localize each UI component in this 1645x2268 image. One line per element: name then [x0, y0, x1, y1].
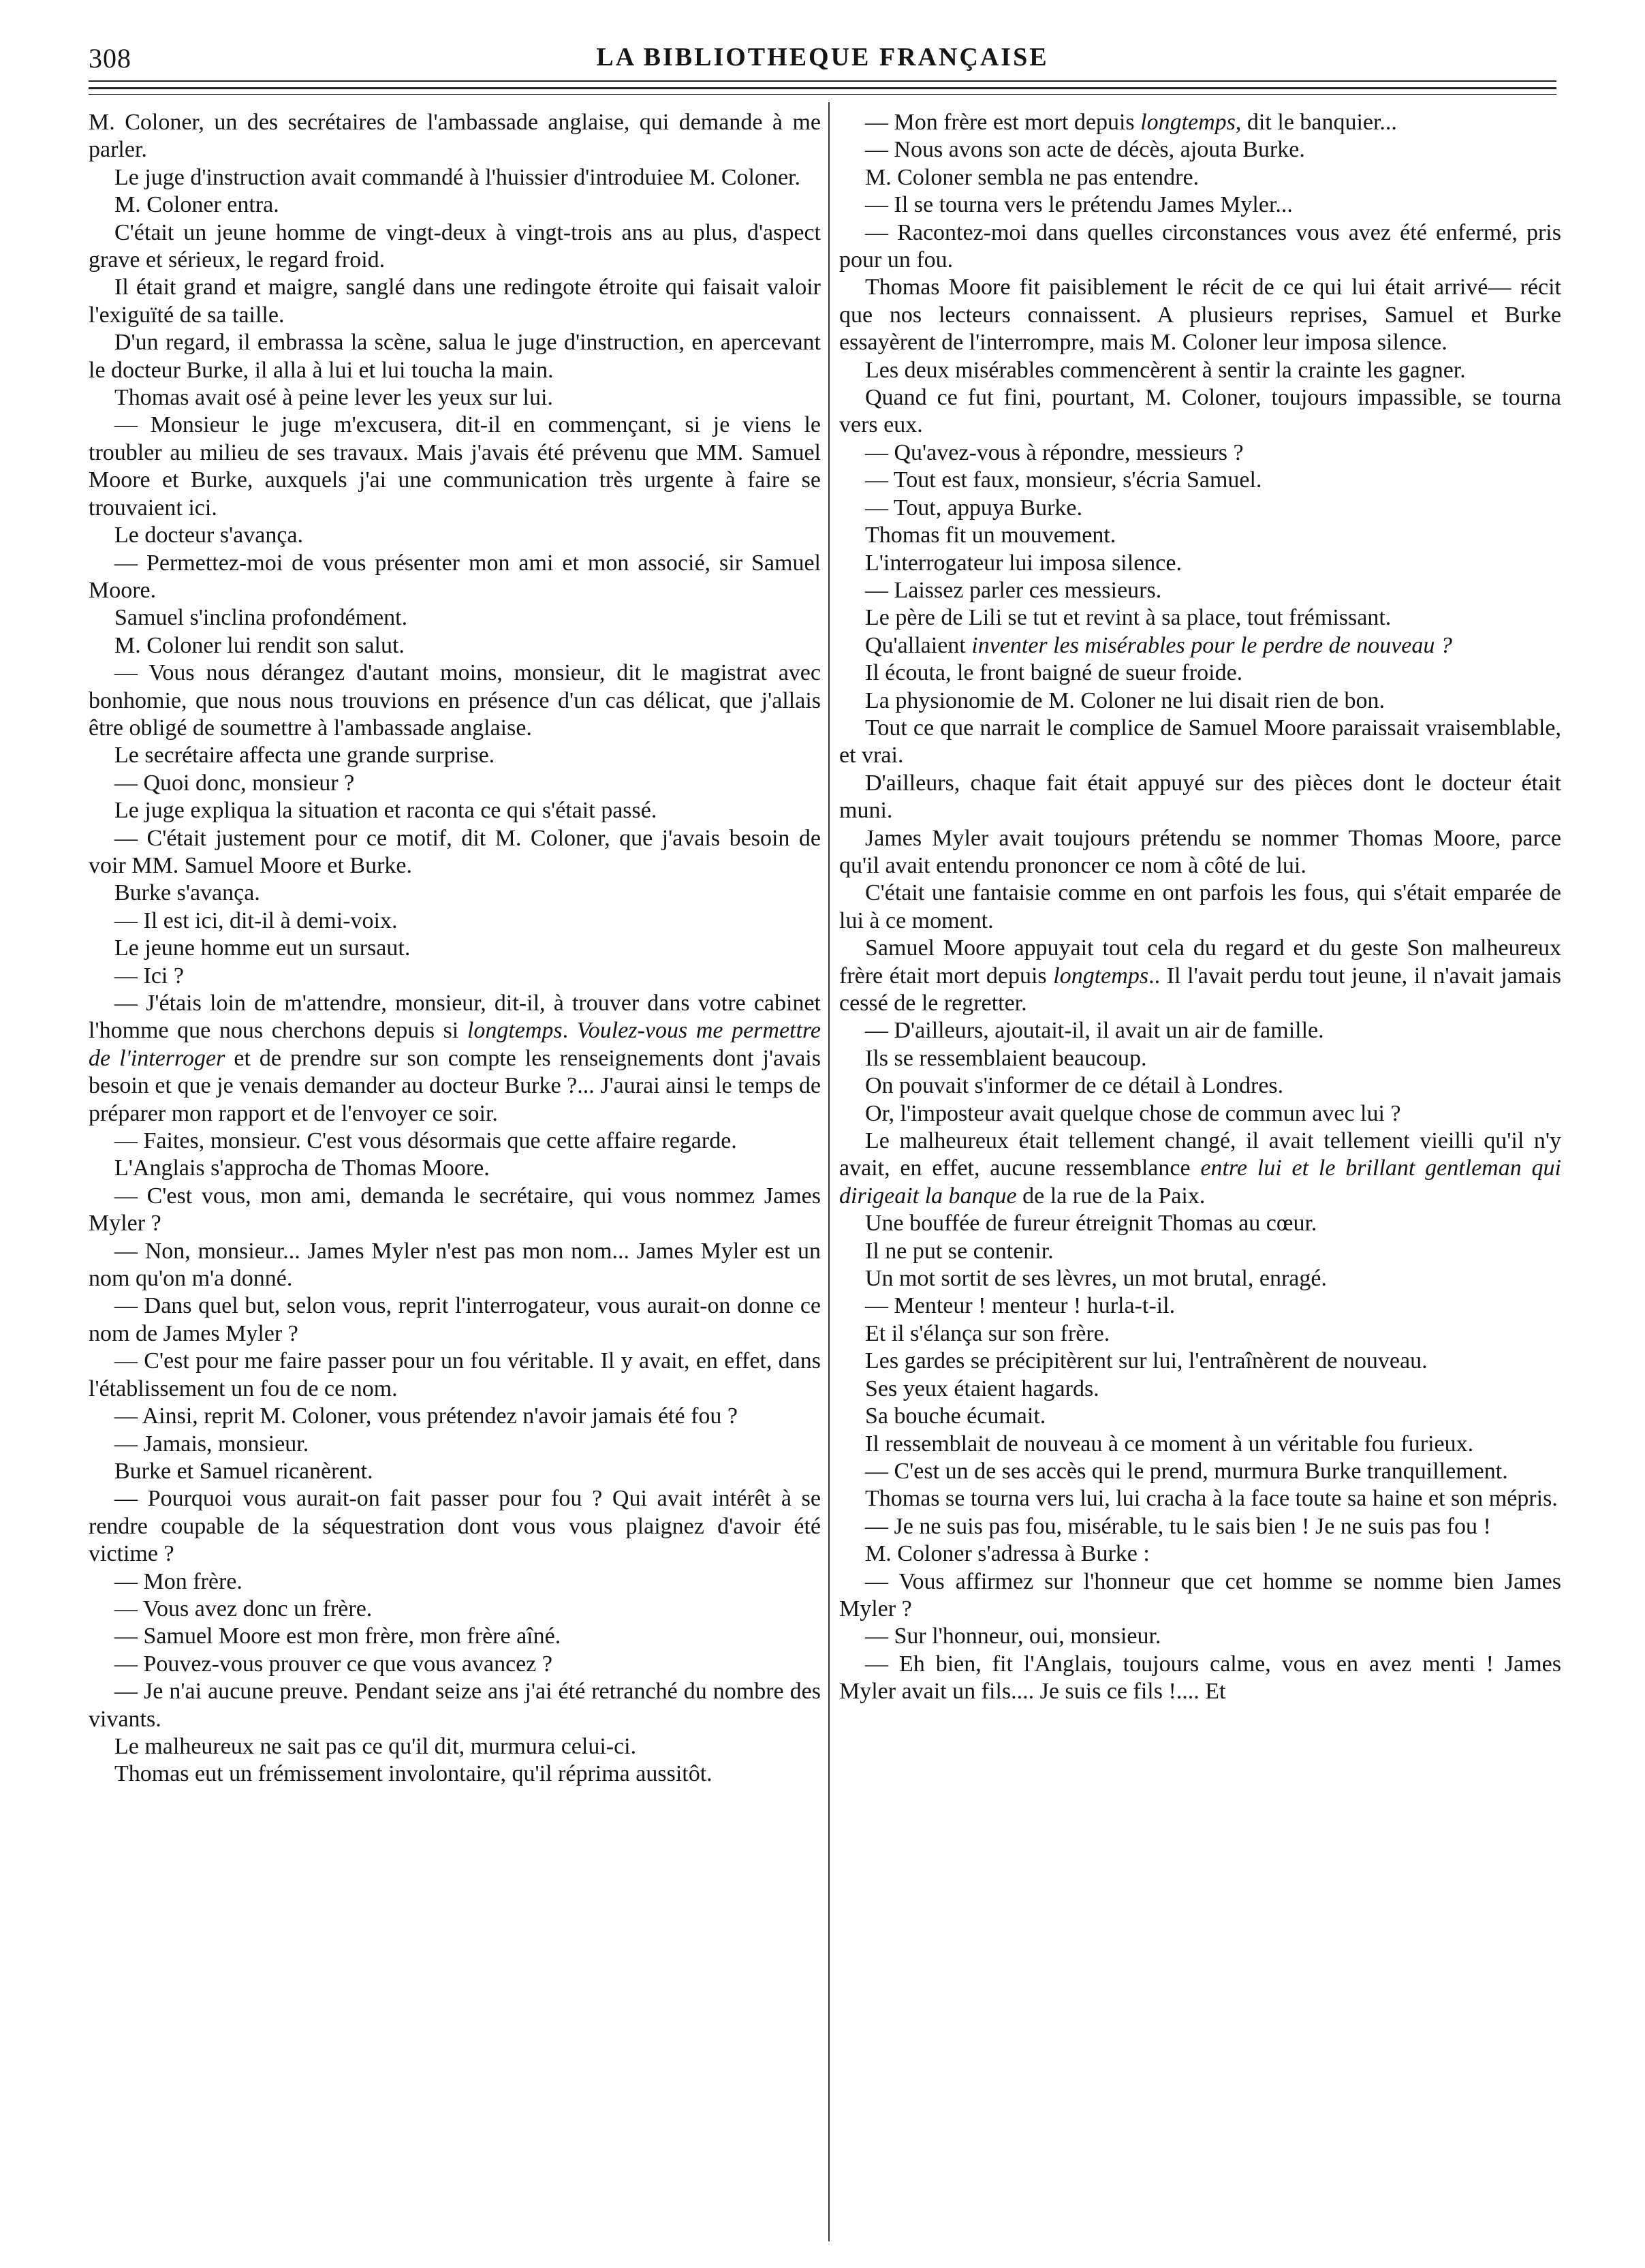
paragraph: — Vous affirmez sur l'honneur que cet homme se nomme bien James Myler ? — [839, 1568, 1561, 1621]
paragraph: Le secrétaire affecta une grande surprise. — [114, 743, 495, 768]
paragraph: L'Anglais s'approcha de Thomas Moore. — [114, 1155, 490, 1181]
paragraph: — Eh bien, fit l'Anglais, toujours calme, vous en avez menti ! James Myler avait un fils.... Je suis ce fils !.... Et — [839, 1651, 1561, 1705]
paragraph: James Myler avait toujours prétendu se nommer Thomas Moore, parce qu'il avait entendu prononcer ce nom à côté de lui. — [839, 825, 1561, 878]
paragraph: Le malheureux ne sait pas ce qu'il dit, murmura celui-ci. — [114, 1733, 637, 1759]
paragraph: Le jeune homme eut un sursaut. — [114, 935, 411, 961]
paragraph: — Vous nous dérangez d'autant moins, monsieur, dit le magistrat avec bonhomie, que nous nous trouvions en présence d'un cas délicat, que j'allais être obligé de soumettre à l'ambassade anglaise. — [89, 660, 821, 741]
paragraph: M. Coloner lui rendit son salut. — [114, 632, 405, 658]
paragraph: Quand ce fut fini, pourtant, M. Coloner, toujours impassible, se tourna vers eux. — [839, 385, 1561, 438]
paragraph: — Ici ? — [114, 963, 184, 989]
paragraph: C'était un jeune homme de vingt-deux à vingt-trois ans au plus, d'aspect grave et sérieux, le regard froid. — [89, 219, 821, 273]
paragraph: — C'est vous, mon ami, demanda le secrétaire, qui vous nommez James Myler ? — [89, 1183, 821, 1237]
paragraph: M. Coloner s'adressa à Burke : — [865, 1541, 1150, 1567]
paragraph: Il était grand et maigre, sanglé dans une redingote étroite qui faisait valoir l'exiguïté de sa taille. — [89, 275, 821, 328]
paragraph: — Quoi donc, monsieur ? — [114, 770, 355, 796]
paragraph: — Pouvez-vous prouver ce que vous avancez ? — [114, 1651, 552, 1677]
paragraph: Ses yeux étaient hagards. — [865, 1376, 1099, 1401]
left-column — [89, 109, 821, 2235]
paragraph: D'un regard, il embrassa la scène, salua le juge d'instruction, en apercevant le docteur Burke, il alla à lui et lui toucha la main. — [89, 330, 821, 383]
paragraph: — Non, monsieur... James Myler n'est pas mon nom... James Myler est un nom qu'on m'a donné. — [89, 1238, 821, 1292]
paragraph: Les gardes se précipitèrent sur lui, l'entraînèrent de nouveau. — [865, 1348, 1428, 1374]
paragraph: Il ne put se contenir. — [865, 1238, 1054, 1264]
page-number: 308 — [89, 43, 131, 74]
paragraph: — Pourquoi vous aurait-on fait passer pour fou ? Qui avait intérêt à se rendre coupable de la séquestration dont vous vous plaignez d'avoir été victime ? — [89, 1486, 821, 1567]
paragraph: — C'était justement pour ce motif, dit M. Coloner, que j'avais besoin de voir MM. Samuel Moore et Burke. — [89, 825, 821, 878]
paragraph: — Ainsi, reprit M. Coloner, vous prétendez n'avoir jamais été fou ? — [114, 1403, 738, 1429]
paragraph: Il ressemblait de nouveau à ce moment à un véritable fou furieux. — [865, 1431, 1474, 1457]
paragraph: Le juge expliqua la situation et raconta ce qui s'était passé. — [114, 798, 657, 824]
paragraph: Thomas fit un mouvement. — [865, 523, 1116, 548]
paragraph: Samuel s'inclina profondément. — [114, 605, 408, 631]
paragraph: Les deux misérables commencèrent à sentir la crainte les gagner. — [865, 357, 1466, 383]
paragraph: — Permettez-moi de vous présenter mon ami et mon associé, sir Samuel Moore. — [89, 550, 821, 603]
paragraph: Tout ce que narrait le complice de Samuel Moore paraissait vraisemblable, et vrai. — [839, 715, 1561, 768]
right-column — [839, 109, 1561, 2235]
paragraph: — Monsieur le juge m'excusera, dit-il en commençant, si je viens le troubler au milieu de ses travaux. Mais j'avais été prévenu que MM. Samuel Moore et Burke, auxquels j'ai une communication très urgente à faire se trouvaient ici. — [89, 412, 821, 521]
paragraph: — Tout est faux, monsieur, s'écria Samuel. — [865, 467, 1262, 493]
paragraph: Le malheureux était tellement changé, il avait tellement vieilli qu'il n'y avait, en effet, aucune ressemblance entre lui et le brillant gentleman qui dirigeait la banque de la rue de la Paix. — [839, 1128, 1561, 1209]
paragraph: Thomas avait osé à peine lever les yeux sur lui. — [114, 385, 553, 411]
paragraph: C'était une fantaisie comme en ont parfois les fous, qui s'était emparée de lui à ce moment. — [839, 880, 1561, 933]
running-title: LA BIBLIOTHEQUE FRANÇAISE — [596, 43, 1049, 72]
paragraph: Burke s'avança. — [114, 880, 260, 906]
paragraph: — Qu'avez-vous à répondre, messieurs ? — [865, 439, 1244, 465]
paragraph: — Nous avons son acte de décès, ajouta Burke. — [865, 137, 1305, 163]
header-rule — [89, 80, 1556, 82]
paragraph: — Mon frère est mort depuis longtemps, dit le banquier... — [865, 110, 1397, 135]
paragraph: Qu'allaient inventer les misérables pour le perdre de nouveau ? — [865, 632, 1452, 658]
paragraph: Le père de Lili se tut et revint à sa place, tout frémissant. — [865, 605, 1392, 631]
paragraph: — D'ailleurs, ajoutait-il, il avait un air de famille. — [865, 1018, 1324, 1044]
paragraph: Un mot sortit de ses lèvres, un mot brutal, enragé. — [865, 1266, 1327, 1292]
header-rule — [89, 94, 1556, 95]
paragraph: — Racontez-moi dans quelles circonstances vous avez été enfermé, pris pour un fou. — [839, 219, 1561, 273]
paragraph: Une bouffée de fureur étreignit Thomas au cœur. — [865, 1211, 1317, 1237]
paragraph: Et il s'élança sur son frère. — [865, 1320, 1110, 1346]
paragraph: Le juge d'instruction avait commandé à l'huissier d'introduiee M. Coloner. — [114, 164, 800, 190]
paragraph: Le docteur s'avança. — [114, 523, 304, 548]
paragraph: Ils se ressemblaient beaucoup. — [865, 1045, 1147, 1071]
paragraph: Samuel Moore appuyait tout cela du regard et du geste Son malheureux frère était mort depuis longtemps.. Il l'avait perdu tout jeune, il n'avait jamais cessé de le regretter. — [839, 935, 1561, 1016]
paragraph: Thomas se tourna vers lui, lui cracha à la face toute sa haine et son mépris. — [865, 1486, 1558, 1512]
paragraph: — J'étais loin de m'attendre, monsieur, dit-il, à trouver dans votre cabinet l'homme que nous cherchons depuis si longtemps. Voulez-vous me permettre de l'interroger et de prendre sur son compte les renseignements dont j'avais besoin et que je venais demander au docteur Burke ?... J'aurai ainsi le temps de préparer mon rapport et de l'envoyer ce soir. — [89, 991, 821, 1126]
paragraph: M. Coloner sembla ne pas entendre. — [865, 164, 1200, 190]
paragraph: — Il se tourna vers le prétendu James Myler... — [865, 192, 1293, 218]
paragraph: D'ailleurs, chaque fait était appuyé sur des pièces dont le docteur était muni. — [839, 770, 1561, 824]
paragraph: Thomas Moore fit paisiblement le récit de ce qui lui était arrivé— récit que nos lecteurs connaissent. A plusieurs reprises, Samuel et Burke essayèrent de l'interrompre, mais M. Coloner leur imposa silence. — [839, 275, 1561, 356]
header-rule — [89, 87, 1556, 89]
paragraph: — Samuel Moore est mon frère, mon frère aîné. — [114, 1624, 561, 1649]
paragraph: — Je n'ai aucune preuve. Pendant seize ans j'ai été retranché du nombre des vivants. — [89, 1679, 821, 1732]
paragraph: On pouvait s'informer de ce détail à Londres. — [865, 1073, 1284, 1099]
paragraph: Il écouta, le front baigné de sueur froide. — [865, 660, 1243, 686]
paragraph: — Mon frère. — [114, 1568, 242, 1594]
paragraph: — Sur l'honneur, oui, monsieur. — [865, 1624, 1161, 1649]
paragraph: — Vous avez donc un frère. — [114, 1596, 373, 1621]
paragraph: — Faites, monsieur. C'est vous désormais que cette affaire regarde. — [114, 1128, 737, 1154]
paragraph: — Je ne suis pas fou, misérable, tu le sais bien ! Je ne suis pas fou ! — [865, 1513, 1491, 1539]
paragraph: — Jamais, monsieur. — [114, 1431, 309, 1457]
paragraph: — Tout, appuya Burke. — [865, 495, 1082, 521]
paragraph: — C'est un de ses accès qui le prend, murmura Burke tranquillement. — [865, 1458, 1508, 1484]
paragraph: — Menteur ! menteur ! hurla-t-il. — [865, 1293, 1176, 1319]
column-divider — [828, 102, 830, 2241]
paragraph: Sa bouche écumait. — [865, 1403, 1046, 1429]
paragraph: Thomas eut un frémissement involontaire, qu'il réprima aussitôt. — [114, 1761, 712, 1787]
paragraph: — Dans quel but, selon vous, reprit l'interrogateur, vous aurait-on donne ce nom de James Myler ? — [89, 1293, 821, 1346]
paragraph: La physionomie de M. Coloner ne lui disait rien de bon. — [865, 687, 1385, 713]
page-header — [89, 33, 1556, 74]
paragraph: — Il est ici, dit-il à demi-voix. — [114, 907, 398, 933]
paragraph: L'interrogateur lui imposa silence. — [865, 550, 1182, 576]
paragraph: M. Coloner entra. — [114, 192, 279, 218]
paragraph: M. Coloner, un des secrétaires de l'ambassade anglaise, qui demande à me parler. — [89, 110, 821, 163]
paragraph: — Laissez parler ces messieurs. — [865, 577, 1162, 603]
paragraph: — C'est pour me faire passer pour un fou véritable. Il y avait, en effet, dans l'établissement un fou de ce nom. — [89, 1348, 821, 1401]
paragraph: Burke et Samuel ricanèrent. — [114, 1458, 373, 1484]
paragraph: Or, l'imposteur avait quelque chose de commun avec lui ? — [865, 1100, 1401, 1126]
